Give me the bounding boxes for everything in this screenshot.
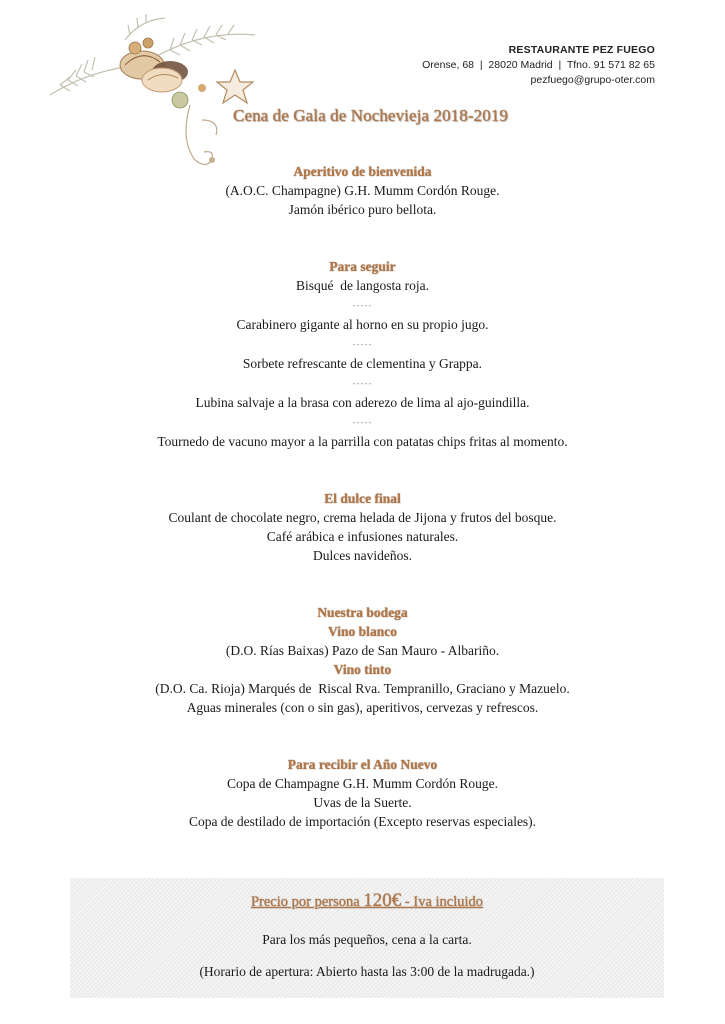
restaurant-address: Orense, 68 | 28020 Madrid | Tfno. 91 571 82 65 xyxy=(422,59,655,71)
menu-line: (D.O. Ca. Rioja) Marqués de Riscal Rva. Tempranillo, Graciano y Mazuelo. xyxy=(155,681,570,696)
section-title: Aperitivo de bienvenida xyxy=(293,164,432,179)
price-amount: 120€ xyxy=(363,890,402,911)
subsection-title: Vino tinto xyxy=(333,662,392,677)
section-title: Nuestra bodega xyxy=(317,605,408,620)
price-prefix: Precio por persona xyxy=(250,894,364,910)
restaurant-email: pezfuego@grupo-oter.com xyxy=(530,74,655,86)
section-aperitivo xyxy=(0,162,725,219)
menu-line: Copa de destilado de importación (Excepto reservas especiales). xyxy=(188,814,537,829)
menu-line: (D.O. Rías Baixas) Pazo de San Mauro - Albariño. xyxy=(225,643,500,658)
restaurant-name: RESTAURANTE PEZ FUEGO xyxy=(508,44,655,56)
restaurant-header xyxy=(422,43,655,88)
christmas-ornament-icon xyxy=(30,10,280,180)
separator: ----- xyxy=(352,300,373,310)
menu-line: Carabinero gigante al horno en su propio jugo. xyxy=(236,317,489,332)
separator: ----- xyxy=(352,378,373,388)
section-bodega xyxy=(0,603,725,717)
separator: ----- xyxy=(352,417,373,427)
kids-note: Para los más pequeños, cena a la carta. xyxy=(262,932,472,947)
section-title: Para seguir xyxy=(329,259,396,274)
subsection-title: Vino blanco xyxy=(328,624,397,639)
menu-line: Tournedo de vacuno mayor a la parrilla con patatas chips fritas al momento. xyxy=(157,434,568,449)
separator: ----- xyxy=(352,339,373,349)
section-seguir xyxy=(0,257,725,451)
section-dulce xyxy=(0,489,725,565)
menu-line: Copa de Champagne G.H. Mumm Cordón Rouge. xyxy=(226,776,499,791)
menu-line: Jamón ibérico puro bellota. xyxy=(288,202,437,217)
price-line xyxy=(70,890,664,912)
menu-line: Café arábica e infusiones naturales. xyxy=(266,529,459,544)
section-anonuevo xyxy=(0,755,725,831)
menu-line: Aguas minerales (con o sin gas), aperitivos, cervezas y refrescos. xyxy=(186,700,539,715)
price-suffix: - Iva incluido xyxy=(401,894,484,910)
menu-line: Uvas de la Suerte. xyxy=(313,795,412,810)
menu-body xyxy=(0,162,725,869)
section-title: Para recibir el Año Nuevo xyxy=(287,757,438,772)
menu-line: Sorbete refrescante de clementina y Grappa. xyxy=(242,356,483,371)
hours-note: (Horario de apertura: Abierto hasta las 3:00 de la madrugada.) xyxy=(199,964,535,979)
menu-line: Coulant de chocolate negro, crema helada de Jijona y frutos del bosque. xyxy=(168,510,557,525)
menu-line: Lubina salvaje a la brasa con aderezo de lima al ajo-guindilla. xyxy=(195,395,530,410)
menu-line: Bisqué de langosta roja. xyxy=(295,278,430,293)
menu-line: (A.O.C. Champagne) G.H. Mumm Cordón Rouge. xyxy=(225,183,500,198)
menu-line: Dulces navideños. xyxy=(313,548,412,563)
page-title: Cena de Gala de Nochevieja 2018-2019 xyxy=(233,106,509,125)
section-title: El dulce final xyxy=(324,491,401,506)
price-box xyxy=(70,878,664,998)
